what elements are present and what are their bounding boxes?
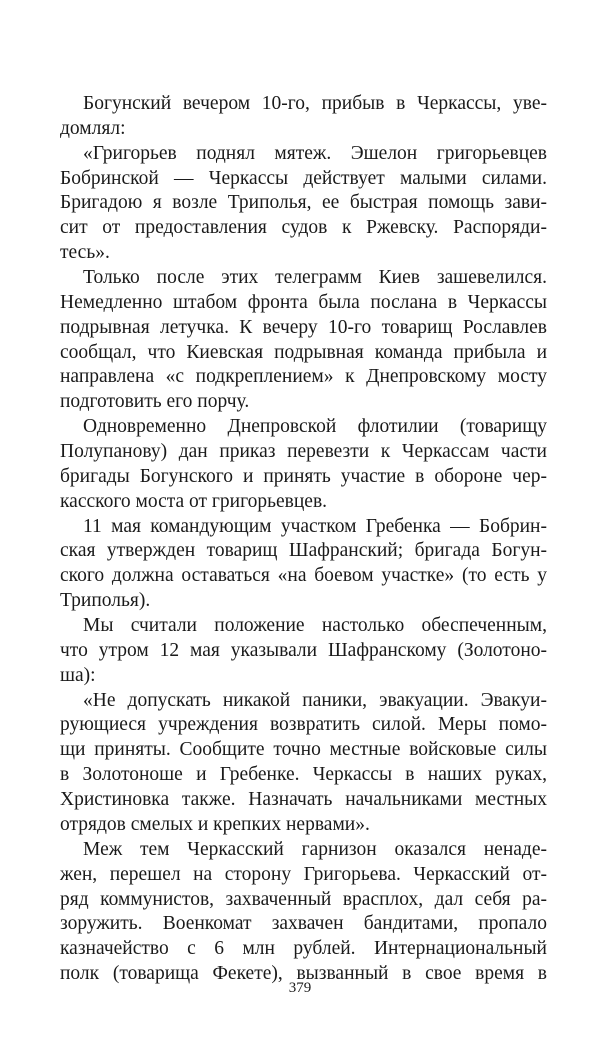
paragraph [60, 92, 547, 142]
text-line: тесь». [60, 242, 110, 264]
paragraph [60, 515, 547, 614]
text-line: Триполья). [60, 590, 151, 612]
text-line: подрывная летучка. К вечеру 10-го товарищ Рославлев [60, 316, 547, 338]
text-line: «Не допускать никакой паники, эвакуации. Эвакуи- [83, 689, 547, 711]
text-line: сообщал, что Киевская подрывная команда прибыла и [60, 341, 547, 363]
text-line: касского моста от григорьевцев. [60, 490, 328, 512]
text-line: направлена «с подкреплением» к Днепровскому мосту [60, 366, 547, 388]
paragraph [60, 142, 547, 266]
text-line: «Григорьев поднял мятеж. Эшелон григорьевцев [83, 142, 547, 164]
text-line: Полупанову) дан приказ перевезти к Черкассам части [60, 441, 547, 463]
paragraph [60, 415, 547, 514]
text-line: ская утвержден товарищ Шафранский; бригада Богун- [60, 540, 547, 562]
paragraph [60, 266, 547, 415]
text-line: казначейство с 6 млн рублей. Интернациональный [60, 938, 547, 960]
text-line: ского должна оставаться «на боевом участке» (то есть у [60, 565, 547, 587]
text-line: Немедленно штабом фронта была послана в Черкассы [60, 291, 547, 313]
page-body [60, 92, 547, 987]
text-line: что утром 12 мая указывали Шафранскому (Золотоно- [60, 639, 547, 661]
text-line: домлял: [60, 117, 126, 139]
text-line: жен, перешел на сторону Григорьева. Черкасский от- [60, 863, 547, 885]
paragraph [60, 689, 547, 838]
text-line: Только после этих телеграмм Киев зашевелился. [83, 267, 547, 289]
text-line: Богунский вечером 10-го, прибыв в Черкассы, уве- [83, 93, 547, 114]
text-line: Бригадою я возле Триполья, ее быстрая помощь зави- [60, 192, 547, 214]
text-line: Мы считали положение настолько обеспеченным, [83, 615, 547, 637]
text-line: подготовить его порчу. [60, 391, 250, 413]
text-line: отрядов смелых и крепких нервами». [60, 813, 370, 835]
text-line: зоружить. Военкомат захвачен бандитами, пропало [60, 913, 547, 935]
text-line: Бобринской — Черкассы действует малыми силами. [60, 167, 547, 189]
page-number: 379 [288, 980, 312, 996]
text-line: щи приняты. Сообщите точно местные войсковые силы [60, 739, 547, 761]
text-line: Христиновка также. Назначать начальниками местных [60, 789, 547, 811]
text-line: ряд коммунистов, захваченный врасплох, дал себя ра- [60, 888, 547, 910]
paragraph [60, 614, 547, 689]
text-line: ша): [60, 664, 96, 686]
text-line: в Золотоноше и Гребенке. Черкассы в наших руках, [60, 764, 547, 786]
paragraph [60, 838, 547, 987]
text-line: 11 мая командующим участком Гребенка — Бобрин- [83, 515, 547, 537]
text-line: рующиеся учреждения возвратить силой. Меры помо- [60, 714, 547, 736]
text-line: Одновременно Днепровской флотилии (товарищу [83, 416, 547, 438]
text-line: сит от предоставления судов к Ржевску. Распоряди- [60, 217, 547, 239]
text-line: полк (товарища Фекете), вызванный в свое время в [60, 963, 547, 985]
text-line: бригады Богунского и принять участие в обороне чер- [60, 465, 547, 487]
text-line: Меж тем Черкасский гарнизон оказался ненаде- [83, 838, 547, 860]
